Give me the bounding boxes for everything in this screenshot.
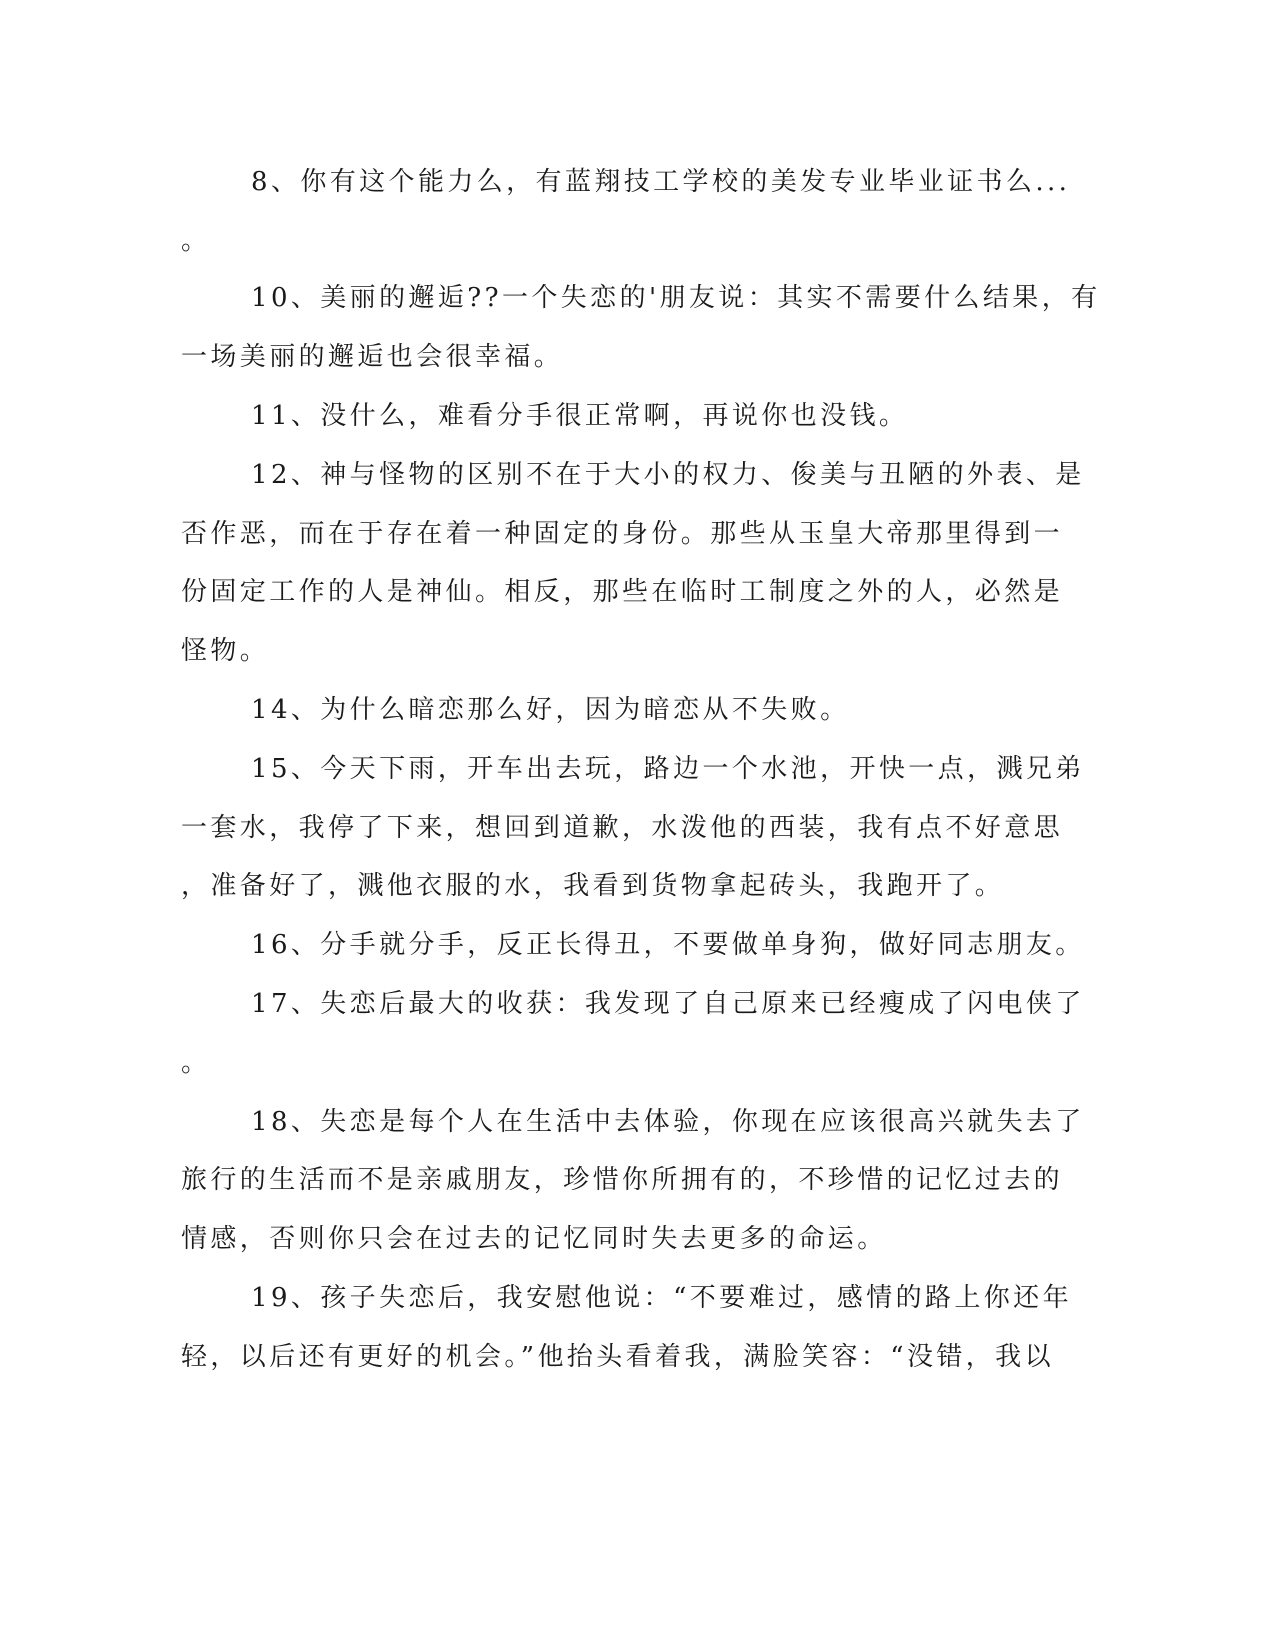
text-line: 旅行的生活而不是亲戚朋友，珍惜你所拥有的，不珍惜的记忆过去的 <box>181 1165 1064 1195</box>
text-line: 17、失恋后最大的收获：我发现了自己原来已经瘦成了闪电侠了 <box>251 989 1085 1019</box>
text-line: 一套水，我停了下来，想回到道歉，水泼他的西装，我有点不好意思 <box>181 813 1064 843</box>
text-line: 情感，否则你只会在过去的记忆同时失去更多的命运。 <box>181 1224 887 1254</box>
text-line: 16、分手就分手，反正长得丑，不要做单身狗，做好同志朋友。 <box>251 930 1085 960</box>
text-line: 。 <box>181 226 211 256</box>
text-line: ，准备好了，溅他衣服的水，我看到货物拿起砖头，我跑开了。 <box>181 871 1005 901</box>
text-line: 一场美丽的邂逅也会很幸福。 <box>181 342 564 372</box>
text-line: 。 <box>181 1048 211 1078</box>
text-line: 12、神与怪物的区别不在于大小的权力、俊美与丑陋的外表、是 <box>251 460 1085 490</box>
text-line: 15、今天下雨，开车出去玩，路边一个水池，开快一点，溅兄弟 <box>251 754 1085 784</box>
text-line: 份固定工作的人是神仙。相反，那些在临时工制度之外的人，必然是 <box>181 577 1064 607</box>
text-line: 8、你有这个能力么，有蓝翔技工学校的美发专业毕业证书么... <box>251 167 1071 197</box>
text-line: 10、美丽的邂逅??一个失恋的'朋友说：其实不需要什么结果，有 <box>251 283 1101 313</box>
text-line: 怪物。 <box>181 636 270 666</box>
text-line: 11、没什么，难看分手很正常啊，再说你也没钱。 <box>251 401 909 431</box>
text-line: 轻，以后还有更好的机会。”他抬头看着我，满脸笑容：“没错，我以 <box>181 1342 1054 1372</box>
text-line: 否作恶，而在于存在着一种固定的身份。那些从玉皇大帝那里得到一 <box>181 519 1064 549</box>
text-line: 14、为什么暗恋那么好，因为暗恋从不失败。 <box>251 695 850 725</box>
text-line: 19、孩子失恋后，我安慰他说：“不要难过，感情的路上你还年 <box>251 1283 1072 1313</box>
text-line: 18、失恋是每个人在生活中去体验，你现在应该很高兴就失去了 <box>251 1107 1085 1137</box>
